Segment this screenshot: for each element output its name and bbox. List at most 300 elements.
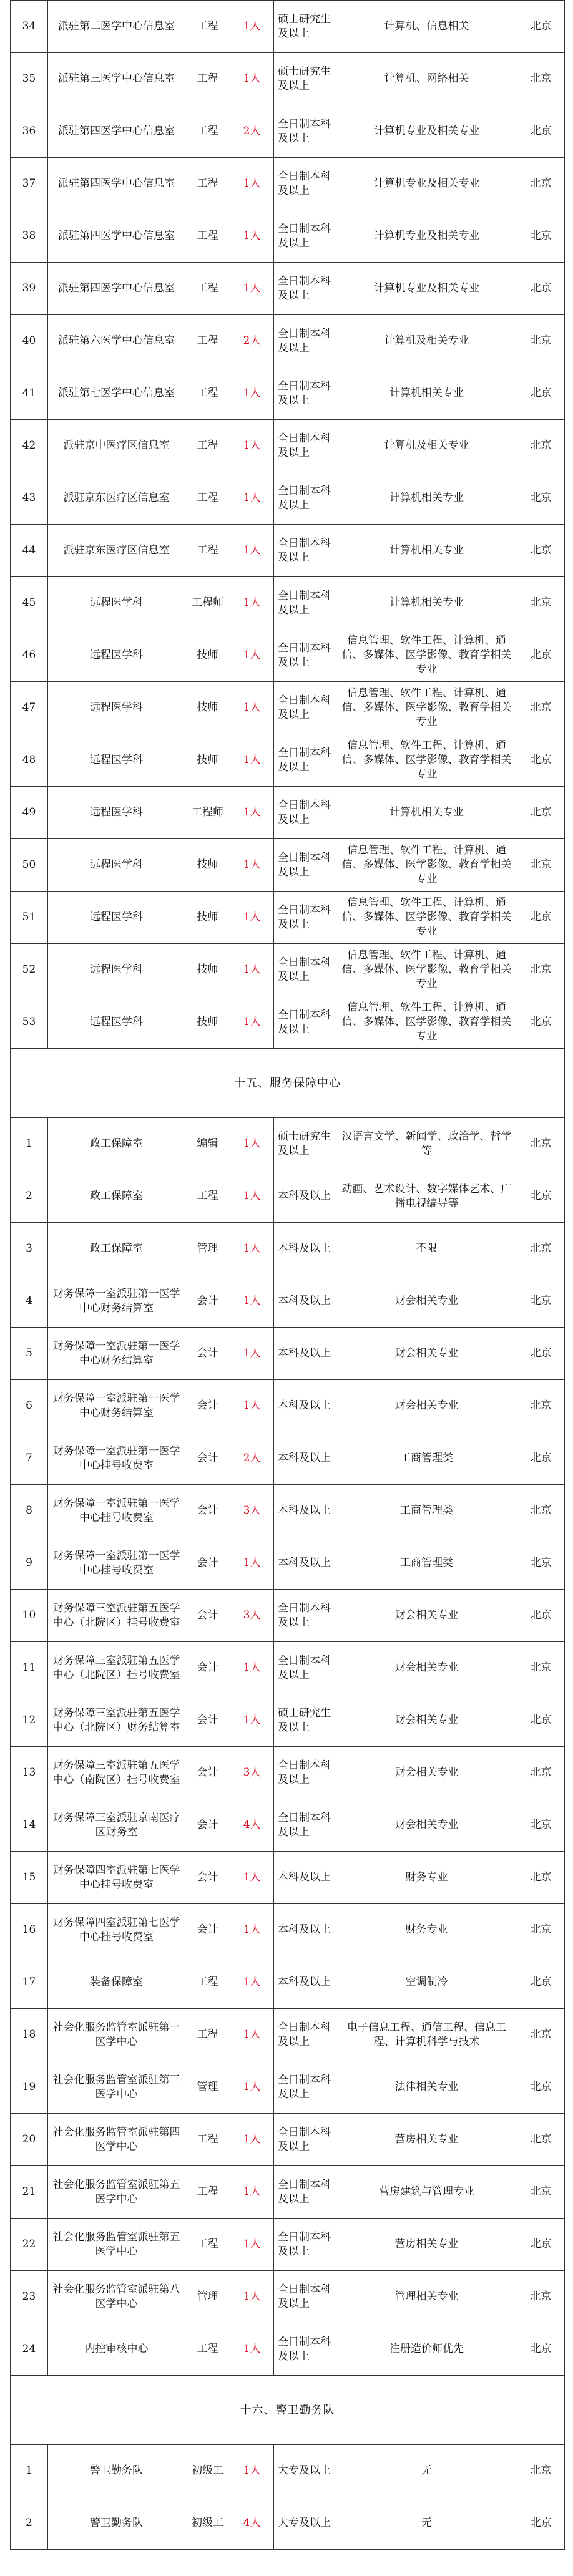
headcount-cell: 1人 [230, 629, 274, 682]
employer-unit-cell: 社会化服务监管室派驻第五医学中心 [48, 2219, 185, 2271]
row-number-cell: 1 [11, 2445, 48, 2497]
work-location-cell: 北京 [517, 1, 565, 53]
post-type-cell: 会计 [185, 1904, 230, 1956]
major-requirement-cell: 信息管理、软件工程、计算机、通信、多媒体、医学影像、教育学相关专业 [336, 944, 517, 996]
table-row [11, 2271, 565, 2323]
table-row [11, 210, 565, 263]
employer-unit-cell: 派驻第二医学中心信息室 [48, 1, 185, 53]
post-type-cell: 工程 [185, 1170, 230, 1223]
post-type-cell: 工程 [185, 2323, 230, 2376]
post-type-cell: 工程 [185, 525, 230, 577]
post-type-cell: 技师 [185, 734, 230, 787]
education-requirement-cell: 全日制本科及以上 [274, 525, 336, 577]
row-number-cell: 12 [11, 1694, 48, 1747]
education-requirement-cell: 全日制本科及以上 [274, 1590, 336, 1642]
work-location-cell: 北京 [517, 2323, 565, 2376]
education-requirement-cell: 全日制本科及以上 [274, 996, 336, 1049]
employer-unit-cell: 远程医学科 [48, 996, 185, 1049]
headcount-cell: 1人 [230, 1223, 274, 1275]
work-location-cell: 北京 [517, 839, 565, 892]
employer-unit-cell: 派驻京东医疗区信息室 [48, 525, 185, 577]
row-number-cell: 2 [11, 1170, 48, 1223]
employer-unit-cell: 警卫勤务队 [48, 2497, 185, 2550]
work-location-cell: 北京 [517, 1590, 565, 1642]
post-type-cell: 工程 [185, 2114, 230, 2166]
table-row [11, 2166, 565, 2219]
education-requirement-cell: 全日制本科及以上 [274, 2009, 336, 2061]
row-number-cell: 16 [11, 1904, 48, 1956]
post-type-cell: 工程 [185, 1956, 230, 2009]
major-requirement-cell: 工商管理类 [336, 1537, 517, 1590]
education-requirement-cell: 全日制本科及以上 [274, 629, 336, 682]
education-requirement-cell: 本科及以上 [274, 1170, 336, 1223]
table-row [11, 1852, 565, 1904]
post-type-cell: 技师 [185, 944, 230, 996]
post-type-cell: 工程 [185, 472, 230, 525]
work-location-cell: 北京 [517, 105, 565, 158]
headcount-cell: 2人 [230, 315, 274, 367]
education-requirement-cell: 本科及以上 [274, 1328, 336, 1380]
education-requirement-cell: 本科及以上 [274, 1956, 336, 2009]
education-requirement-cell: 本科及以上 [274, 1904, 336, 1956]
section-header-row [11, 2376, 565, 2445]
work-location-cell: 北京 [517, 892, 565, 944]
row-number-cell: 19 [11, 2061, 48, 2114]
employer-unit-cell: 派驻第三医学中心信息室 [48, 53, 185, 105]
education-requirement-cell: 全日制本科及以上 [274, 2114, 336, 2166]
education-requirement-cell: 本科及以上 [274, 1223, 336, 1275]
work-location-cell: 北京 [517, 1956, 565, 2009]
work-location-cell: 北京 [517, 734, 565, 787]
major-requirement-cell: 无 [336, 2445, 517, 2497]
headcount-cell: 1人 [230, 525, 274, 577]
education-requirement-cell: 本科及以上 [274, 1852, 336, 1904]
row-number-cell: 40 [11, 315, 48, 367]
table-row [11, 1223, 565, 1275]
employer-unit-cell: 远程医学科 [48, 577, 185, 629]
recruitment-table-document [10, 0, 564, 2550]
employer-unit-cell: 派驻第四医学中心信息室 [48, 263, 185, 315]
work-location-cell: 北京 [517, 158, 565, 210]
major-requirement-cell: 信息管理、软件工程、计算机、通信、多媒体、医学影像、教育学相关专业 [336, 629, 517, 682]
table-row [11, 734, 565, 787]
employer-unit-cell: 财务保障三室派驻京南医疗区财务室 [48, 1799, 185, 1852]
employer-unit-cell: 装备保障室 [48, 1956, 185, 2009]
major-requirement-cell: 营房相关专业 [336, 2114, 517, 2166]
major-requirement-cell: 计算机相关专业 [336, 525, 517, 577]
employer-unit-cell: 财务保障四室派驻第七医学中心挂号收费室 [48, 1904, 185, 1956]
headcount-cell: 3人 [230, 1747, 274, 1799]
positions-table-body [11, 1, 565, 2550]
major-requirement-cell: 财会相关专业 [336, 1590, 517, 1642]
education-requirement-cell: 大专及以上 [274, 2445, 336, 2497]
headcount-cell: 1人 [230, 472, 274, 525]
work-location-cell: 北京 [517, 1537, 565, 1590]
work-location-cell: 北京 [517, 367, 565, 420]
education-requirement-cell: 全日制本科及以上 [274, 158, 336, 210]
row-number-cell: 11 [11, 1642, 48, 1694]
work-location-cell: 北京 [517, 315, 565, 367]
headcount-cell: 1人 [230, 944, 274, 996]
row-number-cell: 5 [11, 1328, 48, 1380]
work-location-cell: 北京 [517, 1852, 565, 1904]
row-number-cell: 39 [11, 263, 48, 315]
post-type-cell: 管理 [185, 1223, 230, 1275]
headcount-cell: 1人 [230, 158, 274, 210]
major-requirement-cell: 财会相关专业 [336, 1380, 517, 1432]
education-requirement-cell: 全日制本科及以上 [274, 2219, 336, 2271]
row-number-cell: 24 [11, 2323, 48, 2376]
work-location-cell: 北京 [517, 629, 565, 682]
employer-unit-cell: 财务保障四室派驻第七医学中心挂号收费室 [48, 1852, 185, 1904]
row-number-cell: 45 [11, 577, 48, 629]
section-title: 十六、警卫勤务队 [11, 2376, 565, 2445]
headcount-cell: 1人 [230, 2445, 274, 2497]
education-requirement-cell: 全日制本科及以上 [274, 367, 336, 420]
row-number-cell: 48 [11, 734, 48, 787]
major-requirement-cell: 计算机相关专业 [336, 367, 517, 420]
education-requirement-cell: 硕士研究生及以上 [274, 1, 336, 53]
work-location-cell: 北京 [517, 1432, 565, 1485]
major-requirement-cell: 信息管理、软件工程、计算机、通信、多媒体、医学影像、教育学相关专业 [336, 734, 517, 787]
row-number-cell: 37 [11, 158, 48, 210]
employer-unit-cell: 派驻第六医学中心信息室 [48, 315, 185, 367]
table-row [11, 1328, 565, 1380]
table-row [11, 2061, 565, 2114]
headcount-cell: 1人 [230, 1380, 274, 1432]
row-number-cell: 4 [11, 1275, 48, 1328]
headcount-cell: 1人 [230, 2323, 274, 2376]
education-requirement-cell: 全日制本科及以上 [274, 263, 336, 315]
table-row [11, 787, 565, 839]
post-type-cell: 工程 [185, 1, 230, 53]
post-type-cell: 技师 [185, 996, 230, 1049]
post-type-cell: 工程 [185, 210, 230, 263]
table-row [11, 105, 565, 158]
table-row [11, 1170, 565, 1223]
work-location-cell: 北京 [517, 210, 565, 263]
education-requirement-cell: 硕士研究生及以上 [274, 53, 336, 105]
headcount-cell: 1人 [230, 787, 274, 839]
section-header-row [11, 1049, 565, 1118]
headcount-cell: 1人 [230, 1642, 274, 1694]
major-requirement-cell: 信息管理、软件工程、计算机、通信、多媒体、医学影像、教育学相关专业 [336, 892, 517, 944]
education-requirement-cell: 全日制本科及以上 [274, 2271, 336, 2323]
education-requirement-cell: 全日制本科及以上 [274, 420, 336, 472]
major-requirement-cell: 计算机专业及相关专业 [336, 105, 517, 158]
row-number-cell: 44 [11, 525, 48, 577]
post-type-cell: 工程 [185, 367, 230, 420]
row-number-cell: 15 [11, 1852, 48, 1904]
row-number-cell: 14 [11, 1799, 48, 1852]
table-row [11, 2323, 565, 2376]
row-number-cell: 9 [11, 1537, 48, 1590]
table-row [11, 1485, 565, 1537]
work-location-cell: 北京 [517, 1118, 565, 1170]
employer-unit-cell: 派驻第四医学中心信息室 [48, 105, 185, 158]
table-row [11, 315, 565, 367]
table-row [11, 1118, 565, 1170]
headcount-cell: 1人 [230, 2219, 274, 2271]
table-row [11, 682, 565, 734]
employer-unit-cell: 社会化服务监管室派驻第五医学中心 [48, 2166, 185, 2219]
work-location-cell: 北京 [517, 1904, 565, 1956]
employer-unit-cell: 政工保障室 [48, 1118, 185, 1170]
education-requirement-cell: 全日制本科及以上 [274, 1799, 336, 1852]
row-number-cell: 49 [11, 787, 48, 839]
row-number-cell: 43 [11, 472, 48, 525]
table-row [11, 1799, 565, 1852]
headcount-cell: 1人 [230, 1904, 274, 1956]
education-requirement-cell: 全日制本科及以上 [274, 734, 336, 787]
employer-unit-cell: 派驻京中医疗区信息室 [48, 420, 185, 472]
major-requirement-cell: 财会相关专业 [336, 1275, 517, 1328]
headcount-cell: 1人 [230, 1118, 274, 1170]
employer-unit-cell: 内控审核中心 [48, 2323, 185, 2376]
row-number-cell: 23 [11, 2271, 48, 2323]
employer-unit-cell: 财务保障一室派驻第一医学中心挂号收费室 [48, 1485, 185, 1537]
headcount-cell: 1人 [230, 367, 274, 420]
education-requirement-cell: 硕士研究生及以上 [274, 1118, 336, 1170]
major-requirement-cell: 计算机专业及相关专业 [336, 263, 517, 315]
headcount-cell: 1人 [230, 1275, 274, 1328]
education-requirement-cell: 全日制本科及以上 [274, 892, 336, 944]
section-title: 十五、服务保障中心 [11, 1049, 565, 1118]
headcount-cell: 1人 [230, 996, 274, 1049]
row-number-cell: 22 [11, 2219, 48, 2271]
major-requirement-cell: 注册造价师优先 [336, 2323, 517, 2376]
work-location-cell: 北京 [517, 1380, 565, 1432]
employer-unit-cell: 财务保障三室派驻第五医学中心（北院区）挂号收费室 [48, 1642, 185, 1694]
table-row [11, 1275, 565, 1328]
post-type-cell: 会计 [185, 1590, 230, 1642]
post-type-cell: 工程师 [185, 577, 230, 629]
post-type-cell: 会计 [185, 1275, 230, 1328]
employer-unit-cell: 财务保障三室派驻第五医学中心（北院区）挂号收费室 [48, 1590, 185, 1642]
major-requirement-cell: 信息管理、软件工程、计算机、通信、多媒体、医学影像、教育学相关专业 [336, 682, 517, 734]
table-row [11, 1642, 565, 1694]
education-requirement-cell: 本科及以上 [274, 1380, 336, 1432]
work-location-cell: 北京 [517, 1170, 565, 1223]
table-row [11, 629, 565, 682]
employer-unit-cell: 警卫勤务队 [48, 2445, 185, 2497]
post-type-cell: 管理 [185, 2271, 230, 2323]
post-type-cell: 工程 [185, 263, 230, 315]
post-type-cell: 会计 [185, 1642, 230, 1694]
table-row [11, 158, 565, 210]
post-type-cell: 会计 [185, 1852, 230, 1904]
headcount-cell: 1人 [230, 53, 274, 105]
work-location-cell: 北京 [517, 2219, 565, 2271]
row-number-cell: 10 [11, 1590, 48, 1642]
employer-unit-cell: 财务保障一室派驻第一医学中心财务结算室 [48, 1275, 185, 1328]
positions-table [10, 0, 565, 2550]
education-requirement-cell: 本科及以上 [274, 1537, 336, 1590]
table-row [11, 1432, 565, 1485]
post-type-cell: 工程 [185, 105, 230, 158]
major-requirement-cell: 计算机、信息相关 [336, 1, 517, 53]
row-number-cell: 6 [11, 1380, 48, 1432]
employer-unit-cell: 远程医学科 [48, 787, 185, 839]
headcount-cell: 1人 [230, 577, 274, 629]
post-type-cell: 工程 [185, 158, 230, 210]
employer-unit-cell: 财务保障一室派驻第一医学中心财务结算室 [48, 1328, 185, 1380]
headcount-cell: 1人 [230, 1, 274, 53]
post-type-cell: 会计 [185, 1432, 230, 1485]
row-number-cell: 38 [11, 210, 48, 263]
table-row [11, 1904, 565, 1956]
education-requirement-cell: 全日制本科及以上 [274, 210, 336, 263]
major-requirement-cell: 工商管理类 [336, 1485, 517, 1537]
major-requirement-cell: 计算机及相关专业 [336, 315, 517, 367]
education-requirement-cell: 全日制本科及以上 [274, 577, 336, 629]
education-requirement-cell: 全日制本科及以上 [274, 944, 336, 996]
post-type-cell: 会计 [185, 1537, 230, 1590]
headcount-cell: 2人 [230, 1432, 274, 1485]
table-row [11, 472, 565, 525]
major-requirement-cell: 计算机相关专业 [336, 577, 517, 629]
headcount-cell: 1人 [230, 2061, 274, 2114]
work-location-cell: 北京 [517, 2445, 565, 2497]
table-row [11, 2009, 565, 2061]
work-location-cell: 北京 [517, 263, 565, 315]
table-row [11, 2497, 565, 2550]
major-requirement-cell: 计算机相关专业 [336, 787, 517, 839]
row-number-cell: 35 [11, 53, 48, 105]
work-location-cell: 北京 [517, 1328, 565, 1380]
major-requirement-cell: 信息管理、软件工程、计算机、通信、多媒体、医学影像、教育学相关专业 [336, 996, 517, 1049]
post-type-cell: 工程 [185, 53, 230, 105]
table-row [11, 2114, 565, 2166]
employer-unit-cell: 远程医学科 [48, 839, 185, 892]
row-number-cell: 53 [11, 996, 48, 1049]
row-number-cell: 21 [11, 2166, 48, 2219]
major-requirement-cell: 财务专业 [336, 1904, 517, 1956]
major-requirement-cell: 营房相关专业 [336, 2219, 517, 2271]
work-location-cell: 北京 [517, 787, 565, 839]
headcount-cell: 2人 [230, 105, 274, 158]
table-row [11, 944, 565, 996]
row-number-cell: 1 [11, 1118, 48, 1170]
major-requirement-cell: 财会相关专业 [336, 1747, 517, 1799]
post-type-cell: 编辑 [185, 1118, 230, 1170]
education-requirement-cell: 全日制本科及以上 [274, 787, 336, 839]
headcount-cell: 1人 [230, 2114, 274, 2166]
row-number-cell: 41 [11, 367, 48, 420]
headcount-cell: 3人 [230, 1485, 274, 1537]
employer-unit-cell: 政工保障室 [48, 1170, 185, 1223]
headcount-cell: 1人 [230, 2166, 274, 2219]
headcount-cell: 1人 [230, 892, 274, 944]
table-row [11, 263, 565, 315]
table-row [11, 892, 565, 944]
employer-unit-cell: 派驻第四医学中心信息室 [48, 210, 185, 263]
work-location-cell: 北京 [517, 2271, 565, 2323]
post-type-cell: 工程 [185, 2166, 230, 2219]
table-row [11, 420, 565, 472]
headcount-cell: 1人 [230, 1694, 274, 1747]
education-requirement-cell: 全日制本科及以上 [274, 472, 336, 525]
work-location-cell: 北京 [517, 53, 565, 105]
education-requirement-cell: 全日制本科及以上 [274, 1747, 336, 1799]
major-requirement-cell: 财会相关专业 [336, 1328, 517, 1380]
headcount-cell: 1人 [230, 1328, 274, 1380]
work-location-cell: 北京 [517, 2114, 565, 2166]
employer-unit-cell: 财务保障一室派驻第一医学中心挂号收费室 [48, 1432, 185, 1485]
major-requirement-cell: 营房建筑与管理专业 [336, 2166, 517, 2219]
post-type-cell: 管理 [185, 2061, 230, 2114]
headcount-cell: 1人 [230, 734, 274, 787]
table-row [11, 367, 565, 420]
post-type-cell: 初级工 [185, 2497, 230, 2550]
major-requirement-cell: 计算机及相关专业 [336, 420, 517, 472]
post-type-cell: 技师 [185, 839, 230, 892]
major-requirement-cell: 电子信息工程、通信工程、信息工程、计算机科学与技术 [336, 2009, 517, 2061]
row-number-cell: 20 [11, 2114, 48, 2166]
major-requirement-cell: 财会相关专业 [336, 1694, 517, 1747]
education-requirement-cell: 全日制本科及以上 [274, 315, 336, 367]
education-requirement-cell: 本科及以上 [274, 1432, 336, 1485]
education-requirement-cell: 全日制本科及以上 [274, 1642, 336, 1694]
post-type-cell: 会计 [185, 1799, 230, 1852]
work-location-cell: 北京 [517, 1642, 565, 1694]
table-row [11, 1, 565, 53]
table-row [11, 1747, 565, 1799]
headcount-cell: 1人 [230, 1170, 274, 1223]
post-type-cell: 技师 [185, 629, 230, 682]
work-location-cell: 北京 [517, 682, 565, 734]
headcount-cell: 1人 [230, 682, 274, 734]
work-location-cell: 北京 [517, 1485, 565, 1537]
table-row [11, 1694, 565, 1747]
employer-unit-cell: 派驻京东医疗区信息室 [48, 472, 185, 525]
row-number-cell: 46 [11, 629, 48, 682]
employer-unit-cell: 社会化服务监管室派驻第一医学中心 [48, 2009, 185, 2061]
headcount-cell: 1人 [230, 2009, 274, 2061]
education-requirement-cell: 全日制本科及以上 [274, 105, 336, 158]
row-number-cell: 13 [11, 1747, 48, 1799]
row-number-cell: 8 [11, 1485, 48, 1537]
work-location-cell: 北京 [517, 525, 565, 577]
education-requirement-cell: 全日制本科及以上 [274, 2061, 336, 2114]
work-location-cell: 北京 [517, 420, 565, 472]
education-requirement-cell: 大专及以上 [274, 2497, 336, 2550]
row-number-cell: 2 [11, 2497, 48, 2550]
post-type-cell: 工程 [185, 315, 230, 367]
headcount-cell: 1人 [230, 210, 274, 263]
post-type-cell: 会计 [185, 1747, 230, 1799]
post-type-cell: 会计 [185, 1694, 230, 1747]
education-requirement-cell: 全日制本科及以上 [274, 2166, 336, 2219]
post-type-cell: 会计 [185, 1380, 230, 1432]
work-location-cell: 北京 [517, 1223, 565, 1275]
post-type-cell: 技师 [185, 892, 230, 944]
row-number-cell: 50 [11, 839, 48, 892]
headcount-cell: 3人 [230, 1590, 274, 1642]
headcount-cell: 1人 [230, 839, 274, 892]
major-requirement-cell: 信息管理、软件工程、计算机、通信、多媒体、医学影像、教育学相关专业 [336, 839, 517, 892]
post-type-cell: 技师 [185, 682, 230, 734]
employer-unit-cell: 派驻第四医学中心信息室 [48, 158, 185, 210]
work-location-cell: 北京 [517, 944, 565, 996]
major-requirement-cell: 工商管理类 [336, 1432, 517, 1485]
headcount-cell: 4人 [230, 2497, 274, 2550]
post-type-cell: 会计 [185, 1485, 230, 1537]
major-requirement-cell: 汉语言文学、新闻学、政治学、哲学等 [336, 1118, 517, 1170]
headcount-cell: 1人 [230, 1537, 274, 1590]
work-location-cell: 北京 [517, 1747, 565, 1799]
major-requirement-cell: 管理相关专业 [336, 2271, 517, 2323]
